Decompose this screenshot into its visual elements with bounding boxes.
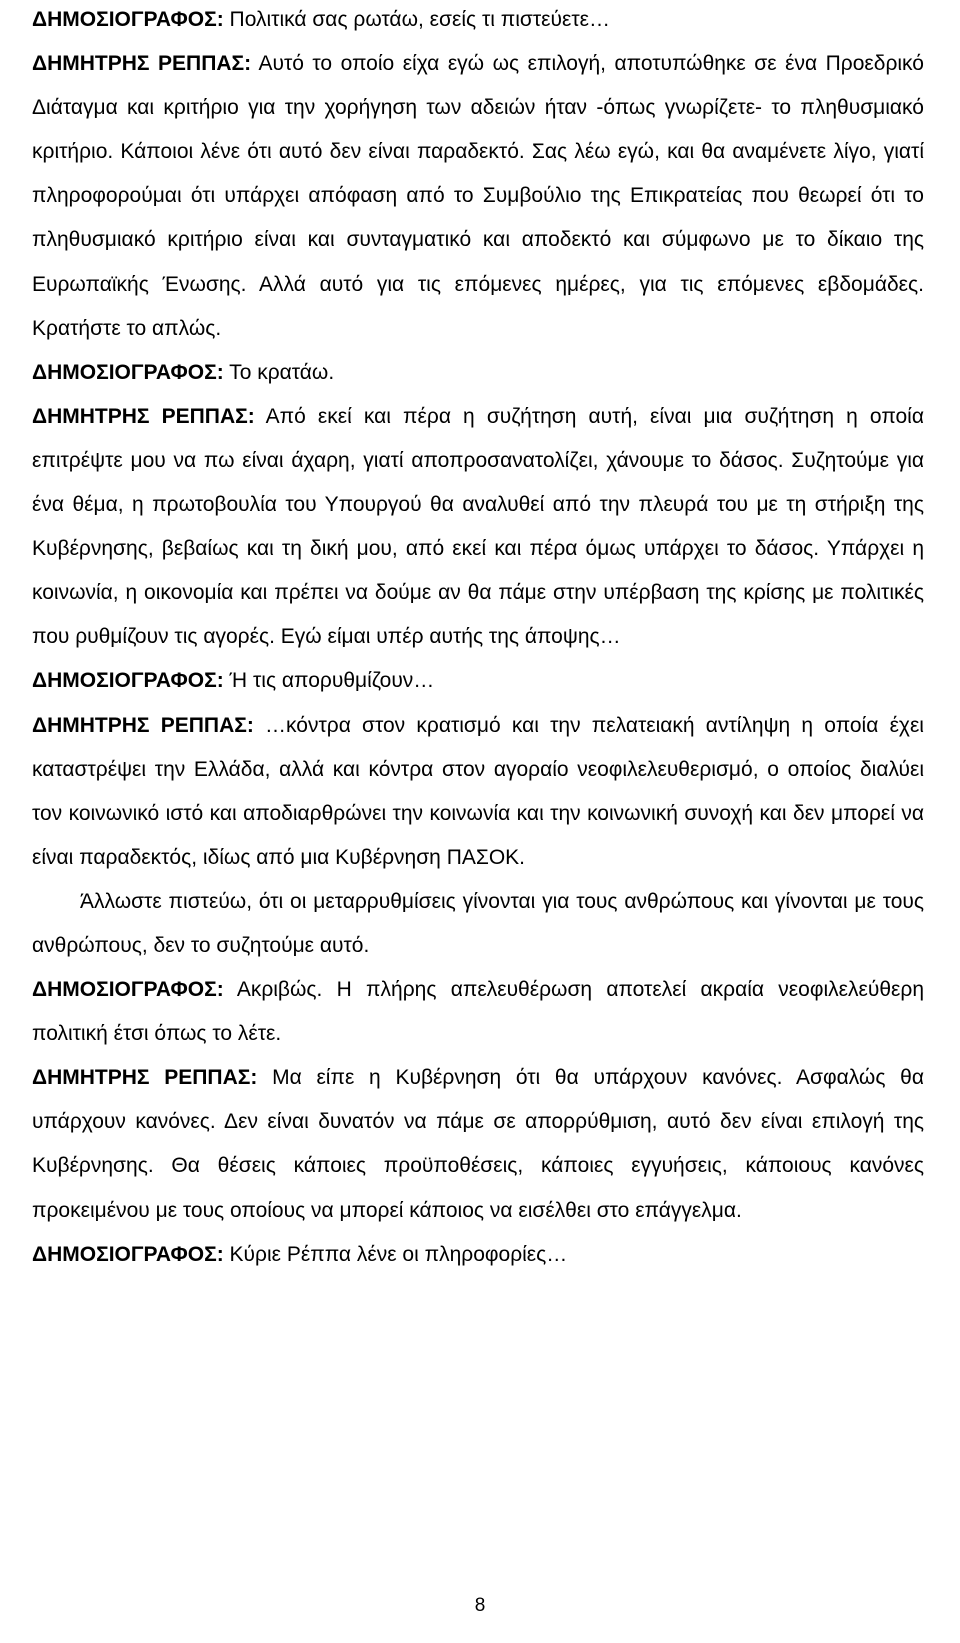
paragraph-text: Από εκεί και πέρα η συζήτηση αυτή, είναι μια συζήτηση η οποία επιτρέψτε μου να πω είναι άχαρη, γιατί αποπροσανατολίζει, χάνουμε το δάσος. Συζητούμε για ένα θέμα, η πρωτοβουλία του Υπουργού θα αναλυθεί από την πλευρά του με τη στήριξη της Κυβέρνησης, βεβαίως και τη δική μου, από εκεί και πέρα όμως υπάρχει το δάσος. Υπάρχει η κοινωνία, η οικονομία και πρέπει να δούμε αν θα πάμε στην υπέρβαση της κρίσης με πολιτικές που ρυθμίζουν τις αγορές. Εγώ είμαι υπέρ αυτής της άποψης… (32, 404, 924, 649)
paragraph-text: Άλλωστε πιστεύω, ότι οι μεταρρυθμίσεις γίνονται για τους ανθρώπους και γίνονται με τους ανθρώπους, δεν το συζητούμε αυτό. (32, 889, 924, 957)
speaker-label: ΔΗΜΟΣΙΟΓΡΑΦΟΣ: (32, 1242, 224, 1266)
speaker-label: ΔΗΜΗΤΡΗΣ ΡΕΠΠΑΣ: (32, 52, 252, 76)
paragraph-text: …κόντρα στον κρατισμό και την πελατειακή αντίληψη η οποία έχει καταστρέψει την Ελλάδα, αλλά και κόντρα στον αγοραίο νεοφιλελευθερισμό, ο οποίος διαλύει τον κοινωνικό ιστό και αποδιαρθρώνει την κοινωνία και την κοινωνική συνοχή και δεν μπορεί να είναι παραδεκτός, ιδίως από μια Κυβέρνηση ΠΑΣΟΚ. (32, 713, 924, 869)
paragraph-journalist-question (32, 1233, 924, 1277)
paragraph-text: Πολιτικά σας ρωτάω, εσείς τι πιστεύετε… (229, 8, 611, 31)
interview-transcript (32, 0, 924, 1277)
page-number: 8 (474, 1595, 486, 1616)
speaker-label: ΔΗΜΟΣΙΟΓΡΑΦΟΣ: (32, 360, 224, 384)
speaker-label: ΔΗΜΟΣΙΟΓΡΑΦΟΣ: (32, 8, 224, 31)
paragraph-journalist-comment (32, 968, 924, 1056)
paragraph-reppas-answer (32, 395, 924, 660)
paragraph-text: Αυτό το οποίο είχα εγώ ως επιλογή, αποτυπώθηκε σε ένα Προεδρικό Διάταγμα και κριτήριο για την χορήγηση των αδειών ήταν -όπως γνωρίζετε- το πληθυσμιακό κριτήριο. Κάποιοι λένε ότι αυτό δεν είναι παραδεκτό. Σας λέω εγώ, και θα αναμένετε λίγο, γιατί πληροφορούμαι ότι υπάρχει απόφαση από το Συμβούλιο της Επικρατείας που θεωρεί ότι το πληθυσμιακό κριτήριο είναι και συνταγματικό και αποδεκτό και σύμφωνο με το δίκαιο της Ευρωπαϊκής Ένωσης. Αλλά αυτό για τις επόμενες ημέρες, για τις επόμενες εβδομάδες. Κρατήστε το απλώς. (32, 52, 924, 340)
speaker-label: ΔΗΜΟΣΙΟΓΡΑΦΟΣ: (32, 978, 224, 1002)
paragraph-text: Ακριβώς. Η πλήρης απελευθέρωση αποτελεί ακραία νεοφιλελεύθερη πολιτική έτσι όπως το λέτε. (32, 978, 924, 1046)
paragraph-text: Ή τις απορυθμίζουν… (229, 669, 435, 693)
paragraph-text: Κύριε Ρέππα λένε οι πληροφορίες… (229, 1242, 568, 1266)
paragraph-reppas-answer (32, 42, 924, 351)
paragraph-text: Μα είπε η Κυβέρνηση ότι θα υπάρχουν κανόνες. Ασφαλώς θα υπάρχουν κανόνες. Δεν είναι δυνατόν να πάμε σε απορρύθμιση, αυτό δεν είναι επιλογή της Κυβέρνησης. Θα θέσεις κάποιες προϋποθέσεις, κάποιες εγγυήσεις, κάποιους κανόνες προκειμένου με τους οποίους να μπορεί κάποιος να εισέλθει στο επάγγελμα. (32, 1066, 924, 1222)
speaker-label: ΔΗΜΗΤΡΗΣ ΡΕΠΠΑΣ: (32, 404, 255, 428)
paragraph-continuation (32, 880, 924, 968)
paragraph-reppas-answer (32, 704, 924, 880)
paragraph-text: Το κρατάω. (229, 360, 335, 384)
speaker-label: ΔΗΜΗΤΡΗΣ ΡΕΠΠΑΣ: (32, 713, 254, 737)
paragraph-reppas-answer (32, 1056, 924, 1232)
paragraph-journalist-reply (32, 351, 924, 395)
speaker-label: ΔΗΜΗΤΡΗΣ ΡΕΠΠΑΣ: (32, 1066, 258, 1090)
paragraph-journalist-question (32, 0, 924, 42)
speaker-label: ΔΗΜΟΣΙΟΓΡΑΦΟΣ: (32, 669, 224, 693)
paragraph-journalist-interjection (32, 659, 924, 703)
